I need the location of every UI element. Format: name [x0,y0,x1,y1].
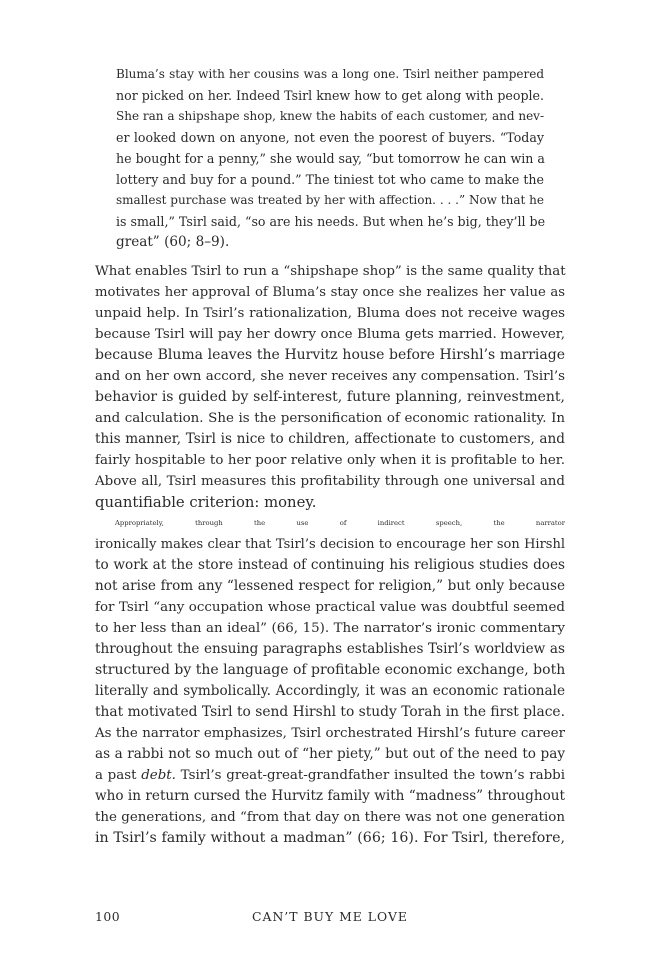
text-line-with-italic [95,765,565,786]
text-line: and on her own accord, she never receives any compensation. Tsirl’s [95,369,565,384]
text-line: to her less than an ideal” (66, 15). The narrator’s ironic commentary [95,621,565,636]
body-text [95,261,565,849]
text-segment: a past [95,768,142,783]
text-line: for Tsirl “any occupation whose practical value was doubtful seemed [95,600,565,615]
block-quote [116,64,544,253]
text-line: Above all, Tsirl measures this profitability through one universal and [95,474,565,489]
text-line: and calculation. She is the personification of economic rationality. In [95,411,565,426]
block-quote-line: lottery and buy for a pound.” The tiniest tot who came to make the [116,172,544,187]
text-line: to work at the store instead of continuing his religious studies does [95,557,565,573]
text-line: What enables Tsirl to run a “shipshape shop” is the same quality that [95,264,566,279]
block-quote-line: er looked down on anyone, not even the poorest of buyers. “Today [116,130,544,145]
text-line: unpaid help. In Tsirl’s rationalization, Bluma does not receive wages [95,306,565,321]
paragraph-1 [95,261,565,513]
text-line: quantifiable criterion: money. [95,494,317,511]
text-line: structured by the language of profitable economic exchange, both [95,662,566,678]
text-line: Appropriately, through the use of indirect speech, the narrator [115,519,565,527]
text-line: because Bluma leaves the Hurvitz house before Hirshl’s marriage [95,347,565,363]
text-line: As the narrator emphasizes, Tsirl orchestrated Hirshl’s future career [95,726,565,741]
text-line: this manner, Tsirl is nice to children, affectionate to customers, and [95,431,565,447]
block-quote-line: he bought for a penny,” she would say, “but tomorrow he can win a [116,151,545,166]
text-line: in Tsirl’s family without a madman” (66; 16). For Tsirl, therefore, [95,830,565,846]
text-line: behavior is guided by self-interest, future planning, reinvestment, [95,389,565,405]
block-quote-line: She ran a shipshape shop, knew the habits of each customer, and nev- [116,109,544,123]
text-line: not arise from any “lessened respect for religion,” but only because [95,578,565,594]
block-quote-line: great” (60; 8–9). [116,234,230,250]
page-footer [95,909,565,929]
italic-word: debt. [141,768,176,783]
block-quote-line: Bluma’s stay with her cousins was a long one. Tsirl neither pampered [116,67,544,81]
text-line: as a rabbi not so much out of “her piety,” but out of the need to pay [95,746,565,762]
text-line: that motivated Tsirl to send Hirshl to study Torah in the first place. [95,704,565,720]
text-line: who in return cursed the Hurvitz family with “madness” throughout [95,788,565,804]
paragraph-2 [95,513,565,849]
text-line: motivates her approval of Bluma’s stay once she realizes her value as [95,285,565,300]
block-quote-line: nor picked on her. Indeed Tsirl knew how to get along with people. [116,88,544,103]
text-line: throughout the ensuing paragraphs establishes Tsirl’s worldview as [95,641,565,657]
text-segment: Tsirl’s great-great-grandfather insulted the town’s rabbi [175,768,566,783]
page-number: 100 [95,909,121,924]
block-quote-line: smallest purchase was treated by her with affection. . . .” Now that he [116,193,544,207]
text-line: fairly hospitable to her poor relative only when it is profitable to her. [95,453,565,468]
text-line: the generations, and “from that day on there was not one generation [95,810,565,825]
text-line: literally and symbolically. Accordingly, it was an economic rationale [95,683,565,699]
text-line: because Tsirl will pay her dowry once Bluma gets married. However, [95,327,565,342]
text-line: ironically makes clear that Tsirl’s decision to encourage her son Hirshl [95,537,565,552]
block-quote-line: is small,” Tsirl said, “so are his needs. But when he’s big, they’ll be [116,214,546,229]
running-head: CAN’T BUY ME LOVE [252,909,408,924]
